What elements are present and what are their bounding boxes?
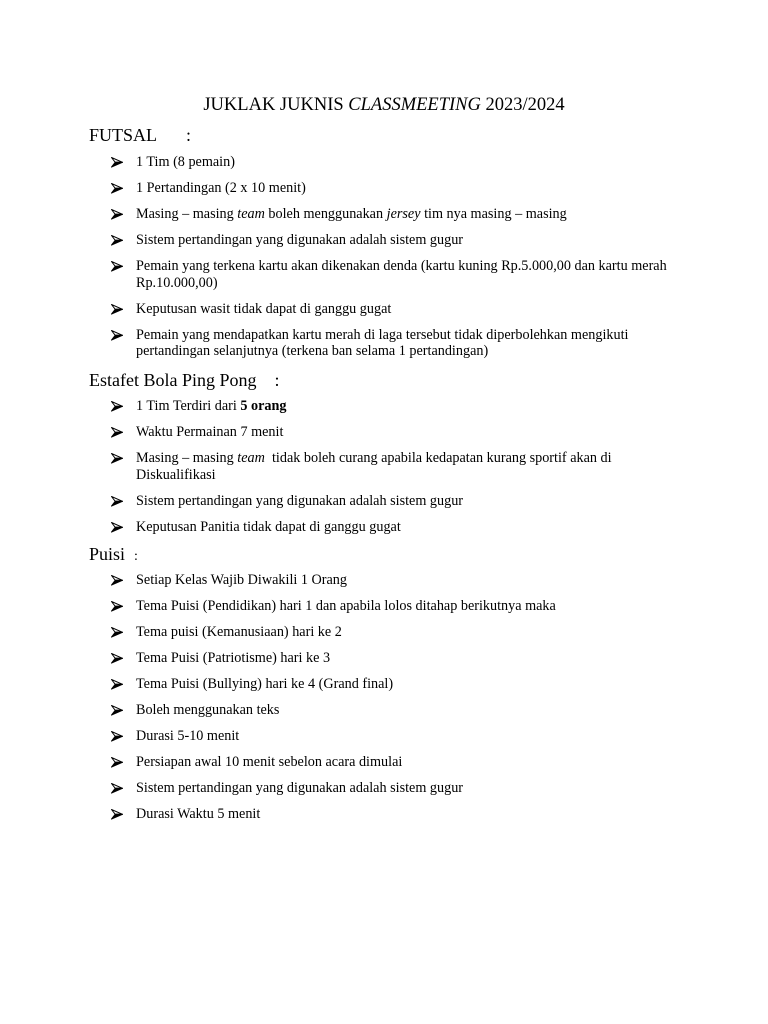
list-item-text: Persiapan awal 10 menit sebelon acara dimulai [136,754,403,770]
list-item [0,650,676,667]
arrowhead-bullet-icon [110,572,124,588]
list-item-text: Tema Puisi (Patriotisme) hari ke 3 [136,650,331,666]
list-item-text: Keputusan Panitia tidak dapat di ganggu gugat [136,518,401,535]
puisi-rules-list [0,572,768,823]
section-heading-colon: : [134,549,138,564]
title-suffix: 2023/2024 [480,95,565,115]
list-item-text [136,450,615,483]
list-item-text: Tema Puisi (Bullying) hari ke 4 (Grand final) [136,676,394,692]
arrowhead-bullet-icon [110,232,124,248]
estafet-rules-list [0,398,768,535]
list-item [0,206,676,223]
arrowhead-bullet-icon [110,398,124,414]
arrowhead-bullet-icon [110,806,124,822]
list-item [0,301,676,318]
bold-term: 5 orang [240,398,287,414]
text-run: Masing – masing [136,450,238,466]
list-item [0,754,676,771]
list-item [0,398,676,415]
list-item [0,676,676,693]
list-item-text: Boleh menggunakan teks [136,702,280,718]
list-item-text [136,206,567,222]
list-item [0,728,676,745]
arrowhead-bullet-icon [110,754,124,770]
section-heading-estafet [89,369,280,391]
list-item-text: Sistem pertandingan yang digunakan adalah sistem gugur [136,232,464,248]
list-item-text: Keputusan wasit tidak dapat di ganggu gugat [136,300,392,317]
arrowhead-bullet-icon [110,702,124,718]
text-run: tidak boleh curang apabila kedapatan kurang sportif akan di Diskualifikasi [136,450,616,483]
list-item [0,780,676,797]
section-heading-colon: : [186,125,192,145]
arrowhead-bullet-icon [110,450,124,466]
section-heading-puisi [89,543,138,568]
italic-term: team [237,450,265,466]
arrowhead-bullet-icon [110,180,124,196]
list-item [0,624,676,641]
italic-term: team [237,206,265,222]
text-run: boleh menggunakan [264,206,387,222]
arrowhead-bullet-icon [110,258,124,274]
title-prefix: JUKLAK JUKNIS [203,95,349,115]
section-heading-label: FUTSAL [89,125,158,145]
futsal-rules-list [0,154,768,360]
text-run: tim nya masing – masing [420,206,567,222]
arrowhead-bullet-icon [110,650,124,666]
list-item [0,180,676,197]
text-run: Masing – masing [136,206,238,222]
list-item [0,258,676,291]
arrowhead-bullet-icon [110,301,124,317]
list-item-text: 1 Tim (8 pemain) [136,154,235,170]
arrowhead-bullet-icon [110,493,124,509]
list-item-text: Sistem pertandingan yang digunakan adalah sistem gugur [136,492,464,509]
section-heading-futsal [89,124,191,146]
italic-term: jersey [386,206,421,222]
list-item [0,806,676,823]
arrowhead-bullet-icon [110,598,124,614]
list-item [0,493,676,510]
arrowhead-bullet-icon [110,154,124,170]
list-item-text [136,398,286,414]
list-item-text: Tema puisi (Kemanusiaan) hari ke 2 [136,624,342,640]
list-item-text: Setiap Kelas Wajib Diwakili 1 Orang [136,572,347,588]
list-item [0,154,676,171]
section-heading-colon: : [274,370,280,390]
arrowhead-bullet-icon [110,676,124,692]
section-heading-label: Puisi [89,544,126,564]
list-item [0,450,676,483]
arrowhead-bullet-icon [110,424,124,440]
list-item-text: Durasi Waktu 5 menit [136,806,261,822]
list-item-text: Durasi 5-10 menit [136,728,240,744]
list-item-text: Waktu Permainan 7 menit [136,424,284,440]
list-item [0,327,676,360]
document-title [0,93,768,117]
arrowhead-bullet-icon [110,327,124,343]
list-item-text: Pemain yang terkena kartu akan dikenakan denda (kartu kuning Rp.5.000,00 dan kartu merah Rp.10.000,00) [136,258,667,291]
list-item [0,424,676,441]
title-emphasis: CLASSMEETING [348,95,481,115]
list-item [0,232,676,249]
arrowhead-bullet-icon [110,728,124,744]
arrowhead-bullet-icon [110,624,124,640]
arrowhead-bullet-icon [110,519,124,535]
list-item-text: Pemain yang mendapatkan kartu merah di laga tersebut tidak diperbolehkan mengikuti pertandingan selanjutnya (terkena ban selama 1 pertandingan) [136,326,629,359]
text-run: 1 Tim Terdiri dari [136,398,241,414]
list-item-text: Tema Puisi (Pendidikan) hari 1 dan apabila lolos ditahap berikutnya maka [136,598,556,614]
arrowhead-bullet-icon [110,780,124,796]
list-item-text: Sistem pertandingan yang digunakan adalah sistem gugur [136,780,464,796]
list-item-text: 1 Pertandingan (2 x 10 menit) [136,180,306,196]
list-item [0,598,676,615]
list-item [0,519,676,536]
section-heading-label: Estafet Bola Ping Pong [89,370,257,390]
list-item [0,572,676,589]
list-item [0,702,676,719]
arrowhead-bullet-icon [110,206,124,222]
